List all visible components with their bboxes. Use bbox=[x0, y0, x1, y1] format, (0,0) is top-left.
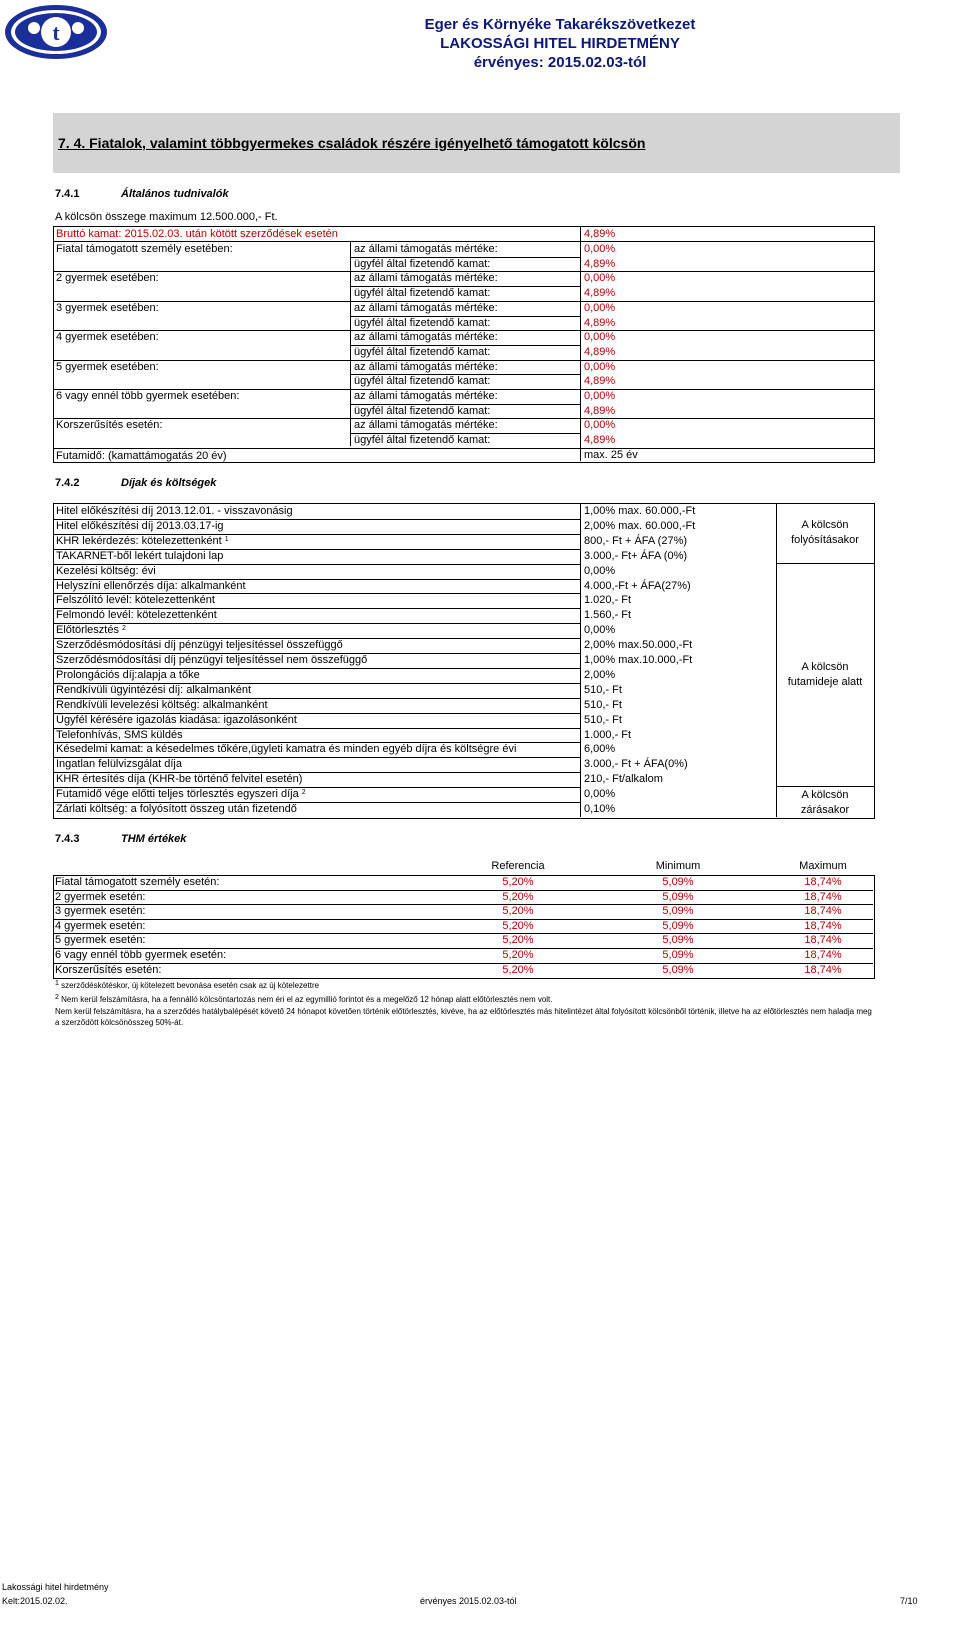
gross-rate-label: Bruttó kamat: 2015.02.03. után kötött szerződések esetén bbox=[56, 228, 338, 240]
fee-label-text: Szerződésmódosítási díj pénzügyi teljesítéssel nem összefüggő bbox=[56, 654, 368, 666]
thm-header: Minimum bbox=[655, 860, 701, 872]
fee-value: 2,00% max. 60.000,-Ft bbox=[584, 519, 696, 532]
svg-text:t: t bbox=[52, 20, 60, 45]
client-rate-label: ügyfél által fizetendő kamat: bbox=[354, 375, 491, 388]
thm-header: Referencia bbox=[491, 860, 545, 872]
fee-label-text: Ingatlan felülvizsgálat díja bbox=[56, 758, 182, 771]
fee-value: 1,00% max. 60.000,-Ft bbox=[584, 505, 696, 517]
client-rate-value: 4,89% bbox=[584, 375, 616, 388]
thm-max: 18,74% bbox=[804, 963, 842, 976]
footnote-ref: 2 bbox=[301, 789, 306, 797]
fee-label bbox=[56, 669, 200, 682]
side-divider bbox=[776, 563, 874, 564]
rate-label: 4 gyermek esetében: bbox=[56, 331, 159, 344]
disbursal-note bbox=[776, 518, 874, 548]
fee-value: 1,00% max.10.000,-Ft bbox=[584, 654, 693, 666]
fee-value: 4.000,-Ft + ÁFA(27%) bbox=[584, 579, 691, 592]
thm-ref: 5,20% bbox=[502, 890, 534, 903]
state-support-value: 0,00% bbox=[584, 419, 616, 432]
thm-min: 5,09% bbox=[662, 876, 694, 888]
thm-row-divider bbox=[53, 904, 873, 905]
thm-row-label: Fiatal támogatott személy esetén: bbox=[55, 876, 220, 888]
thm-ref: 5,20% bbox=[502, 905, 534, 918]
footnote-1: $^1$ szerződéskötéskor, új kötelezett bevonása esetén csak az új kötelezettre bbox=[55, 980, 320, 990]
client-rate-label: ügyfél által fizetendő kamat: bbox=[354, 404, 491, 417]
thm-min: 5,09% bbox=[662, 963, 694, 976]
state-support-value: 0,00% bbox=[584, 390, 616, 402]
fee-value: 1.000,- Ft bbox=[584, 728, 632, 741]
fee-label-text: Telefonhívás, SMS küldés bbox=[56, 728, 183, 741]
client-rate-value: 4,89% bbox=[584, 404, 616, 417]
fee-label bbox=[56, 788, 306, 801]
fee-label bbox=[56, 550, 223, 563]
rate-label: 6 vagy ennél több gyermek esetében: bbox=[56, 390, 240, 402]
closing-note bbox=[776, 788, 874, 818]
thm-ref: 5,20% bbox=[502, 949, 534, 961]
fee-value: 510,- Ft bbox=[584, 698, 622, 711]
fee-label bbox=[56, 609, 217, 622]
thm-row-divider bbox=[53, 919, 873, 920]
thm-row-label: Korszerűsítés esetén: bbox=[55, 963, 162, 976]
fee-label bbox=[56, 654, 367, 667]
tt-savings-logo-icon bbox=[4, 4, 108, 60]
document-title: LAKOSSÁGI HITEL HIRDETMÉNY bbox=[440, 35, 680, 52]
side-divider bbox=[776, 786, 874, 787]
thm-row-label: 6 vagy ennél több gyermek esetén: bbox=[55, 949, 227, 961]
fee-label bbox=[56, 803, 297, 816]
fee-label bbox=[56, 520, 224, 533]
thm-max: 18,74% bbox=[804, 890, 842, 903]
footnote-ref: 2 bbox=[122, 625, 126, 633]
term-note bbox=[776, 660, 874, 690]
max-amount: A kölcsön összege maximum 12.500.000,- Ft. bbox=[55, 211, 278, 223]
disbursal-note-line: A kölcsön bbox=[801, 519, 849, 531]
fee-label-text: Felmondó levél: kötelezettenként bbox=[56, 609, 217, 622]
subsection-7-4-2: 7.4.2 Díjak és költségek bbox=[55, 477, 217, 489]
thm-min: 5,09% bbox=[662, 949, 694, 961]
fee-label bbox=[56, 684, 251, 697]
fee-row-divider bbox=[54, 623, 580, 624]
thm-max: 18,74% bbox=[804, 919, 842, 932]
fee-label-text: Ügyfél kérésére igazolás kiadása: igazolásonként bbox=[56, 713, 297, 726]
fee-value: 3.000,- Ft+ ÁFA (0%) bbox=[584, 549, 688, 562]
footnote-2: $^2$ Nem kerül felszámításra, ha a fennálló kölcsöntartozás nem éri el az egymillió forintot és a megelőző 12 hónap alatt előtörlesztés nem volt. bbox=[55, 994, 553, 1004]
thm-row-label: 2 gyermek esetén: bbox=[55, 890, 146, 903]
fee-label bbox=[56, 580, 246, 593]
thm-row-label: 5 gyermek esetén: bbox=[55, 934, 146, 947]
fee-col-divider-1 bbox=[580, 504, 581, 817]
thm-max: 18,74% bbox=[804, 905, 842, 918]
thm-row-divider bbox=[53, 963, 873, 964]
client-rate-label: ügyfél által fizetendő kamat: bbox=[354, 287, 491, 300]
thm-min: 5,09% bbox=[662, 890, 694, 903]
thm-ref: 5,20% bbox=[502, 934, 534, 947]
fee-value: 3.000,- Ft + ÁFA(0%) bbox=[584, 758, 688, 771]
fee-label-text: Szerződésmódosítási díj pénzügyi teljesítéssel összefüggő bbox=[56, 639, 343, 652]
rate-label: 2 gyermek esetében: bbox=[56, 272, 159, 285]
footnote-3: Nem kerül felszámításra, ha a szerződés hatálybalépését követő 24 hónapot követően történik előtörlesztés, kivéve, ha az előtörlesztés más hitelintézet által folyósított kölcsönből történik, illetve ha az előtörlesztés nem haladja meg a szerződött kölcsönösszeg 50%-át. bbox=[55, 1007, 872, 1027]
client-rate-label: ügyfél által fizetendő kamat: bbox=[354, 345, 491, 358]
state-support-label: az állami támogatás mértéke: bbox=[354, 419, 498, 432]
state-support-value: 0,00% bbox=[584, 331, 616, 344]
rate-label: 5 gyermek esetében: bbox=[56, 360, 159, 373]
rate-row-divider bbox=[54, 241, 874, 242]
fee-label-text: Hitel előkészítési díj 2013.12.01. - visszavonásig bbox=[56, 505, 293, 517]
rates-table bbox=[53, 226, 875, 463]
client-rate-label: ügyfél által fizetendő kamat: bbox=[354, 257, 491, 270]
fee-value: 2,00% bbox=[584, 668, 616, 681]
fee-label-text: Helyszíni ellenőrzés díja: alkalmanként bbox=[56, 579, 246, 592]
term-value: max. 25 év bbox=[584, 448, 638, 461]
thm-row-label: 3 gyermek esetén: bbox=[55, 905, 146, 918]
fee-label bbox=[56, 594, 215, 607]
fee-label-text: Kezelési költség: évi bbox=[56, 564, 156, 577]
thm-ref: 5,20% bbox=[502, 919, 534, 932]
thm-max: 18,74% bbox=[804, 949, 842, 961]
thm-table bbox=[53, 860, 873, 978]
fee-label bbox=[56, 773, 302, 786]
fee-value: 1.560,- Ft bbox=[584, 609, 632, 622]
footer-doc: Lakossági hitel hirdetmény bbox=[2, 1582, 109, 1592]
fee-value: 1.020,- Ft bbox=[584, 594, 632, 607]
fee-value: 0,00% bbox=[584, 564, 616, 577]
fee-label bbox=[56, 758, 182, 771]
client-rate-value: 4,89% bbox=[584, 287, 616, 300]
state-support-label: az állami támogatás mértéke: bbox=[354, 243, 498, 255]
closing-note-line: A kölcsön bbox=[801, 789, 849, 801]
fee-value: 800,- Ft + ÁFA (27%) bbox=[584, 534, 688, 547]
fee-label bbox=[56, 639, 343, 652]
rate-label: Fiatal támogatott személy esetében: bbox=[56, 243, 233, 255]
fee-label-text: Késedelmi kamat: a késedelmes tőkére,ügyleti kamatra és minden egyéb díjra és költségre évi bbox=[56, 743, 517, 756]
fee-label-text: Rendkívüli levelezési költség: alkalmanként bbox=[56, 698, 268, 711]
closing-note-line: zárásakor bbox=[800, 804, 850, 816]
thm-max: 18,74% bbox=[804, 876, 842, 888]
state-support-value: 0,00% bbox=[584, 301, 616, 314]
fee-label-text: Zárlati költség: a folyósított összeg után fizetendő bbox=[56, 803, 297, 815]
rate-label: Korszerűsítés esetén: bbox=[56, 419, 163, 432]
footnote-ref: 1 bbox=[224, 535, 229, 543]
thm-row-label: 4 gyermek esetén: bbox=[55, 919, 146, 932]
thm-row-divider bbox=[53, 948, 873, 949]
gross-rate-value: 4,89% bbox=[584, 228, 616, 240]
rate-col-divider-2 bbox=[580, 227, 581, 461]
validity-date: érvényes: 2015.02.03-tól bbox=[473, 54, 647, 71]
client-rate-value: 4,89% bbox=[584, 316, 616, 329]
state-support-value: 0,00% bbox=[584, 360, 616, 373]
fee-label-text: Felszólító levél: kötelezettenként bbox=[56, 594, 215, 607]
fees-table bbox=[53, 503, 875, 819]
state-support-label: az állami támogatás mértéke: bbox=[354, 390, 498, 402]
client-rate-value: 4,89% bbox=[584, 434, 616, 447]
fee-label bbox=[56, 714, 297, 727]
term-label: Futamidő: (kamattámogatás 20 év) bbox=[56, 449, 227, 462]
thm-header: Maximum bbox=[799, 860, 847, 872]
fee-value: 510,- Ft bbox=[584, 683, 622, 696]
fee-value: 210,- Ft/alkalom bbox=[584, 773, 663, 786]
fee-value: 510,- Ft bbox=[584, 713, 622, 726]
fee-label-text: Hitel előkészítési díj 2013.03.17-ig bbox=[56, 519, 224, 532]
fee-value: 6,00% bbox=[584, 743, 616, 756]
subsection-7-4-3: 7.4.3 THM értékek bbox=[55, 833, 187, 845]
fee-label-text: Futamidő vége előtti teljes törlesztés egyszeri díja bbox=[56, 788, 299, 801]
page-number: 7/10 bbox=[900, 1596, 918, 1606]
state-support-label: az állami támogatás mértéke: bbox=[354, 331, 498, 344]
state-support-label: az állami támogatás mértéke: bbox=[354, 360, 498, 373]
fee-label bbox=[56, 743, 516, 756]
state-support-value: 0,00% bbox=[584, 272, 616, 285]
thm-ref: 5,20% bbox=[502, 876, 534, 888]
state-support-label: az állami támogatás mértéke: bbox=[354, 301, 498, 314]
fee-label bbox=[56, 624, 126, 637]
rate-label: 3 gyermek esetében: bbox=[56, 301, 159, 314]
state-support-value: 0,00% bbox=[584, 243, 616, 255]
rate-row-divider bbox=[54, 448, 874, 449]
fee-value: 2,00% max.50.000,-Ft bbox=[584, 639, 693, 652]
fee-value: 0,10% bbox=[584, 803, 616, 815]
fee-label bbox=[56, 505, 293, 518]
fee-value: 0,00% bbox=[584, 788, 616, 801]
thm-min: 5,09% bbox=[662, 934, 694, 947]
subsection-7-4-1: 7.4.1 Általános tudnivalók bbox=[55, 188, 229, 200]
client-rate-label: ügyfél által fizetendő kamat: bbox=[354, 434, 491, 447]
fee-label-text: KHR lekérdezés: kötelezettenként bbox=[56, 534, 222, 547]
section-title: 7. 4. Fiatalok, valamint többgyermekes családok részére igényelhető támogatott kölcsön bbox=[58, 135, 646, 151]
footer-valid: érvényes 2015.02.03-tól bbox=[420, 1596, 517, 1606]
state-support-label: az állami támogatás mértéke: bbox=[354, 272, 498, 285]
fee-label-text: TAKARNET-ből lekért tulajdoni lap bbox=[56, 549, 224, 562]
client-rate-value: 4,89% bbox=[584, 345, 616, 358]
term-note-line: A kölcsön bbox=[801, 661, 849, 673]
client-rate-value: 4,89% bbox=[584, 257, 616, 270]
fee-label bbox=[56, 565, 156, 578]
thm-min: 5,09% bbox=[662, 905, 694, 918]
org-name: Eger és Környéke Takarékszövetkezet bbox=[424, 16, 696, 33]
fee-label-text: KHR értesítés díja (KHR-be történő felvitel esetén) bbox=[56, 773, 303, 786]
fee-label-text: Előtörlesztés bbox=[56, 624, 119, 637]
fee-label-text: Prolongációs díj:alapja a tőke bbox=[56, 668, 200, 681]
fee-label bbox=[56, 729, 183, 742]
thm-max: 18,74% bbox=[804, 934, 842, 947]
footer-date: Kelt:2015.02.02. bbox=[2, 1596, 68, 1606]
fee-label bbox=[56, 699, 268, 712]
disbursal-note-line: folyósításakor bbox=[791, 534, 859, 546]
fee-value: 0,00% bbox=[584, 624, 616, 637]
thm-ref: 5,20% bbox=[502, 963, 534, 976]
term-note-line: futamideje alatt bbox=[787, 676, 863, 688]
fee-label-text: Rendkívüli ügyintézési díj: alkalmanként bbox=[56, 683, 252, 696]
thm-min: 5,09% bbox=[662, 919, 694, 932]
fee-label bbox=[56, 535, 229, 548]
thm-row-divider bbox=[53, 933, 873, 934]
thm-row-divider bbox=[53, 890, 873, 891]
client-rate-label: ügyfél által fizetendő kamat: bbox=[354, 316, 491, 329]
